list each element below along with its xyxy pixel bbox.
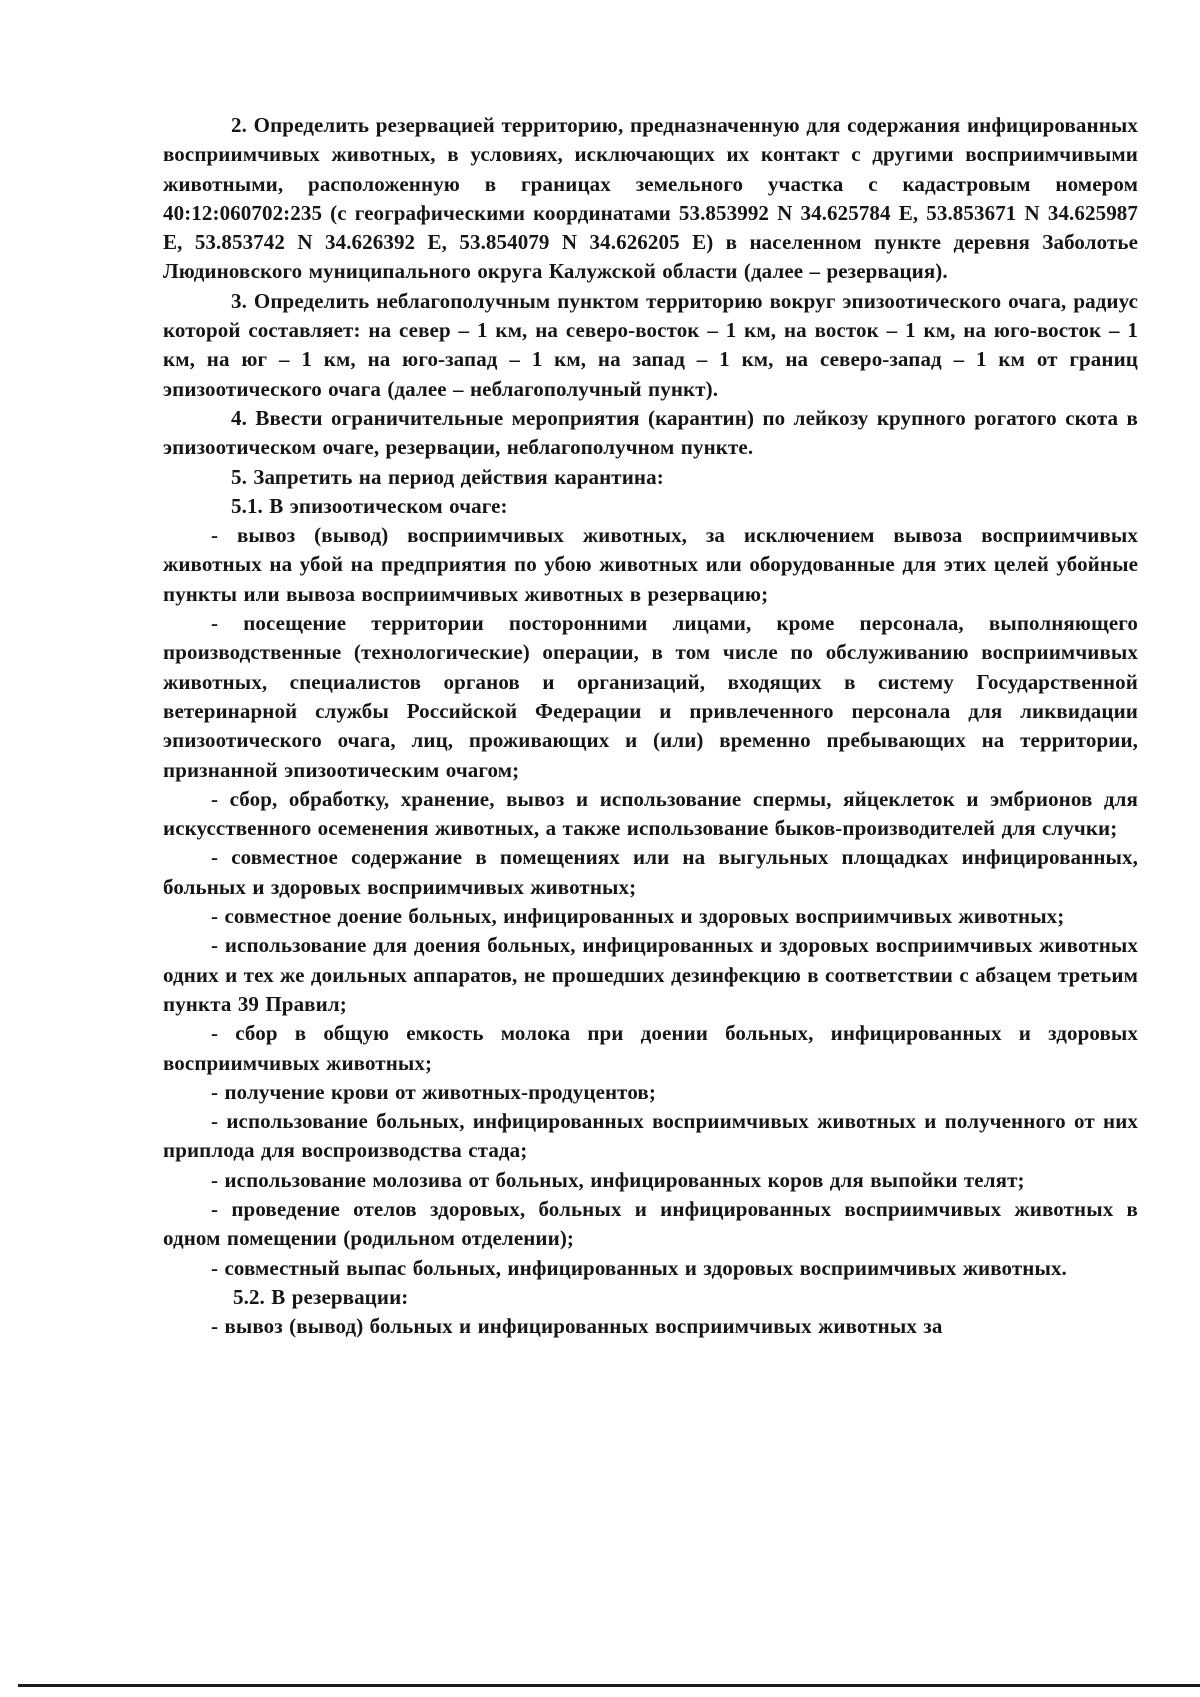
list-item-calving: - проведение отелов здоровых, больных и инфицированных восприимчивых животных в одном помещении (родильном отделении);	[163, 1196, 1138, 1251]
list-item-joint-milking: - совместное доение больных, инфицированных и здоровых восприимчивых животных;	[211, 904, 1065, 929]
paragraph-5-prohibit: 5. Запретить на период действия карантина:	[231, 464, 664, 489]
list-item-joint-keeping: - совместное содержание в помещениях или на выгульных площадках инфицированных, больных и здоровых восприимчивых животных;	[163, 845, 1138, 899]
list-item-breeding: - использование больных, инфицированных восприимчивых животных и полученного от них приплода для воспроизводства стада;	[163, 1109, 1138, 1163]
paragraph-3-unsafe-point: 3. Определить неблагополучным пунктом территорию вокруг эпизоотического очага, радиус которой составляет: на север – 1 км, на северо-восток – 1 км, на восток – 1 км, на юго-восток – 1 км, на юг – 1 км, на юго-запад – 1 км, на запад – 1 км, на северо-запад – 1 км от границ эпизоотического очага (далее – неблагополучный пункт).	[163, 288, 1138, 401]
list-item-reservation-export: - вывоз (вывод) больных и инфицированных восприимчивых животных за	[211, 1314, 943, 1339]
paragraph-4-quarantine: 4. Ввести ограничительные мероприятия (карантин) по лейкозу крупного рогатого скота в эпизоотическом очаге, резервации, неблагополучном пункте.	[163, 405, 1138, 460]
paragraph-5-1-heading: 5.1. В эпизоотическом очаге:	[231, 493, 508, 518]
bottom-rule	[18, 1684, 1200, 1687]
list-item-semen: - сбор, обработку, хранение, вывоз и использование спермы, яйцеклеток и эмбрионов для искусственного осеменения животных, а также использование быков-производителей для случки;	[163, 786, 1138, 841]
list-item-visits: - посещение территории посторонними лицами, кроме персонала, выполняющего производственные (технологические) операции, в том числе по обслуживанию восприимчивых животных, специалистов органов и организаций, входящих в систему Государственной ветеринарной службы Российской Федерации и привлеченного персонала для ликвидации эпизоотического очага, лиц, проживающих и (или) временно пребывающих на территории, признанной эпизоотическим очагом;	[163, 611, 1138, 782]
list-item-milking-machines: - использование для доения больных, инфицированных и здоровых восприимчивых животных одних и тех же доильных аппаратов, не прошедших дезинфекцию в соответствии с абзацем третьим пункта 39 Правил;	[163, 933, 1138, 1016]
document-body	[163, 111, 1138, 1341]
list-item-grazing: - совместный выпас больных, инфицированных и здоровых восприимчивых животных.	[211, 1255, 1067, 1280]
paragraph-5-2-heading: 5.2. В резервации:	[233, 1284, 409, 1309]
paragraph-2-reservation: 2. Определить резервацией территорию, предназначенную для содержания инфицированных восприимчивых животных, в условиях, исключающих их контакт с другими восприимчивыми животными, расположенную в границах земельного участка с кадастровым номером 40:12:060702:235 (с географическими координатами 53.853992 N 34.625784 E, 53.853671 N 34.625987 E, 53.853742 N 34.626392 E, 53.854079 N 34.626205 E) в населенном пункте деревня Заболотье Людиновского муниципального округа Калужской области (далее – резервация).	[163, 113, 1138, 284]
list-item-milk-collection: - сбор в общую емкость молока при доении больных, инфицированных и здоровых восприимчивых животных;	[163, 1021, 1138, 1075]
list-item-blood: - получение крови от животных-продуцентов;	[211, 1079, 656, 1104]
list-item-export: - вывоз (вывод) восприимчивых животных, за исключением вывоза восприимчивых животных на убой на предприятия по убою животных или оборудованные для этих целей убойные пункты или вывоза восприимчивых животных в резервацию;	[163, 523, 1138, 606]
list-item-colostrum: - использование молозива от больных, инфицированных коров для выпойки телят;	[211, 1167, 1025, 1192]
